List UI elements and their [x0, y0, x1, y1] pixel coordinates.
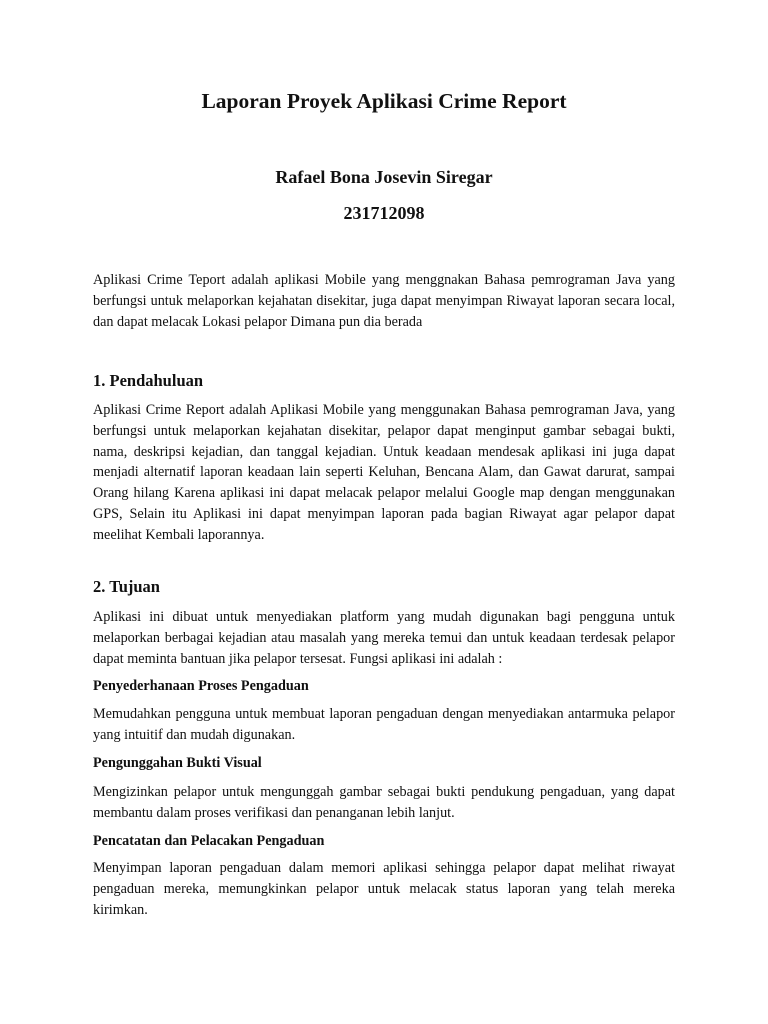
author-name: Rafael Bona Josevin Siregar [275, 167, 493, 187]
pengunggahan-paragraph: Mengizinkan pelapor untuk mengunggah gambar sebagai bukti pendukung pengaduan, yang dapat membantu dalam proses verifikasi dan penanganan lebih lanjut. [93, 784, 675, 821]
tujuan-paragraph: Aplikasi ini dibuat untuk menyediakan platform yang mudah digunakan bagi pengguna untuk melaporkan berbagai kejadian atau masalah yang mereka temui dan untuk keadaan terdesak pelapor dapat meminta bantuan jika pelapor tersesat. Fungsi aplikasi ini adalah : [93, 609, 675, 667]
student-id: 231712098 [343, 203, 425, 223]
subheading-pencatatan: Pencatatan dan Pelacakan Pengaduan [93, 833, 325, 849]
section-heading-pendahuluan: 1. Pendahuluan [93, 371, 204, 390]
subheading-penyederhanaan: Penyederhanaan Proses Pengaduan [93, 678, 309, 694]
abstract-paragraph: Aplikasi Crime Teport adalah aplikasi Mobile yang menggnakan Bahasa pemrograman Java yang berfungsi untuk melaporkan kejahatan disekitar, juga dapat menyimpan Riwayat laporan secara local, dan dapat melacak Lokasi pelapor Dimana pun dia berada [93, 272, 675, 330]
pencatatan-paragraph: Menyimpan laporan pengaduan dalam memori aplikasi sehingga pelapor dapat melihat riwayat pengaduan mereka, memungkinkan pelapor untuk melacak status laporan yang telah mereka kirimkan. [93, 860, 675, 918]
subheading-pengunggahan: Pengunggahan Bukti Visual [93, 755, 262, 771]
section-heading-tujuan: 2. Tujuan [93, 577, 160, 596]
document-title: Laporan Proyek Aplikasi Crime Report [201, 89, 567, 113]
pendahuluan-paragraph: Aplikasi Crime Report adalah Aplikasi Mobile yang menggunakan Bahasa pemrograman Java, yang berfungsi untuk melaporkan kejahatan disekitar, pelapor dapat menginput gambar sebagai bukti, nama, deskripsi kejadian, dan tanggal kejadian. Untuk keadaan mendesak aplikasi ini juga dapat menjadi alternatif laporan keadaan lain seperti Keluhan, Bencana Alam, dan Gawat darurat, sampai Orang hilang Karena aplikasi ini dapat melacak pelapor melalui Google map dengan menggunakan GPS, Selain itu Aplikasi ini dapat menyimpan laporan pada bagian Riwayat agar pelapor dapat meelihat Kembali laporannya. [93, 402, 675, 543]
penyederhanaan-paragraph: Memudahkan pengguna untuk membuat laporan pengaduan dengan menyediakan antarmuka pelapor yang intuitif dan mudah digunakan. [93, 706, 675, 743]
